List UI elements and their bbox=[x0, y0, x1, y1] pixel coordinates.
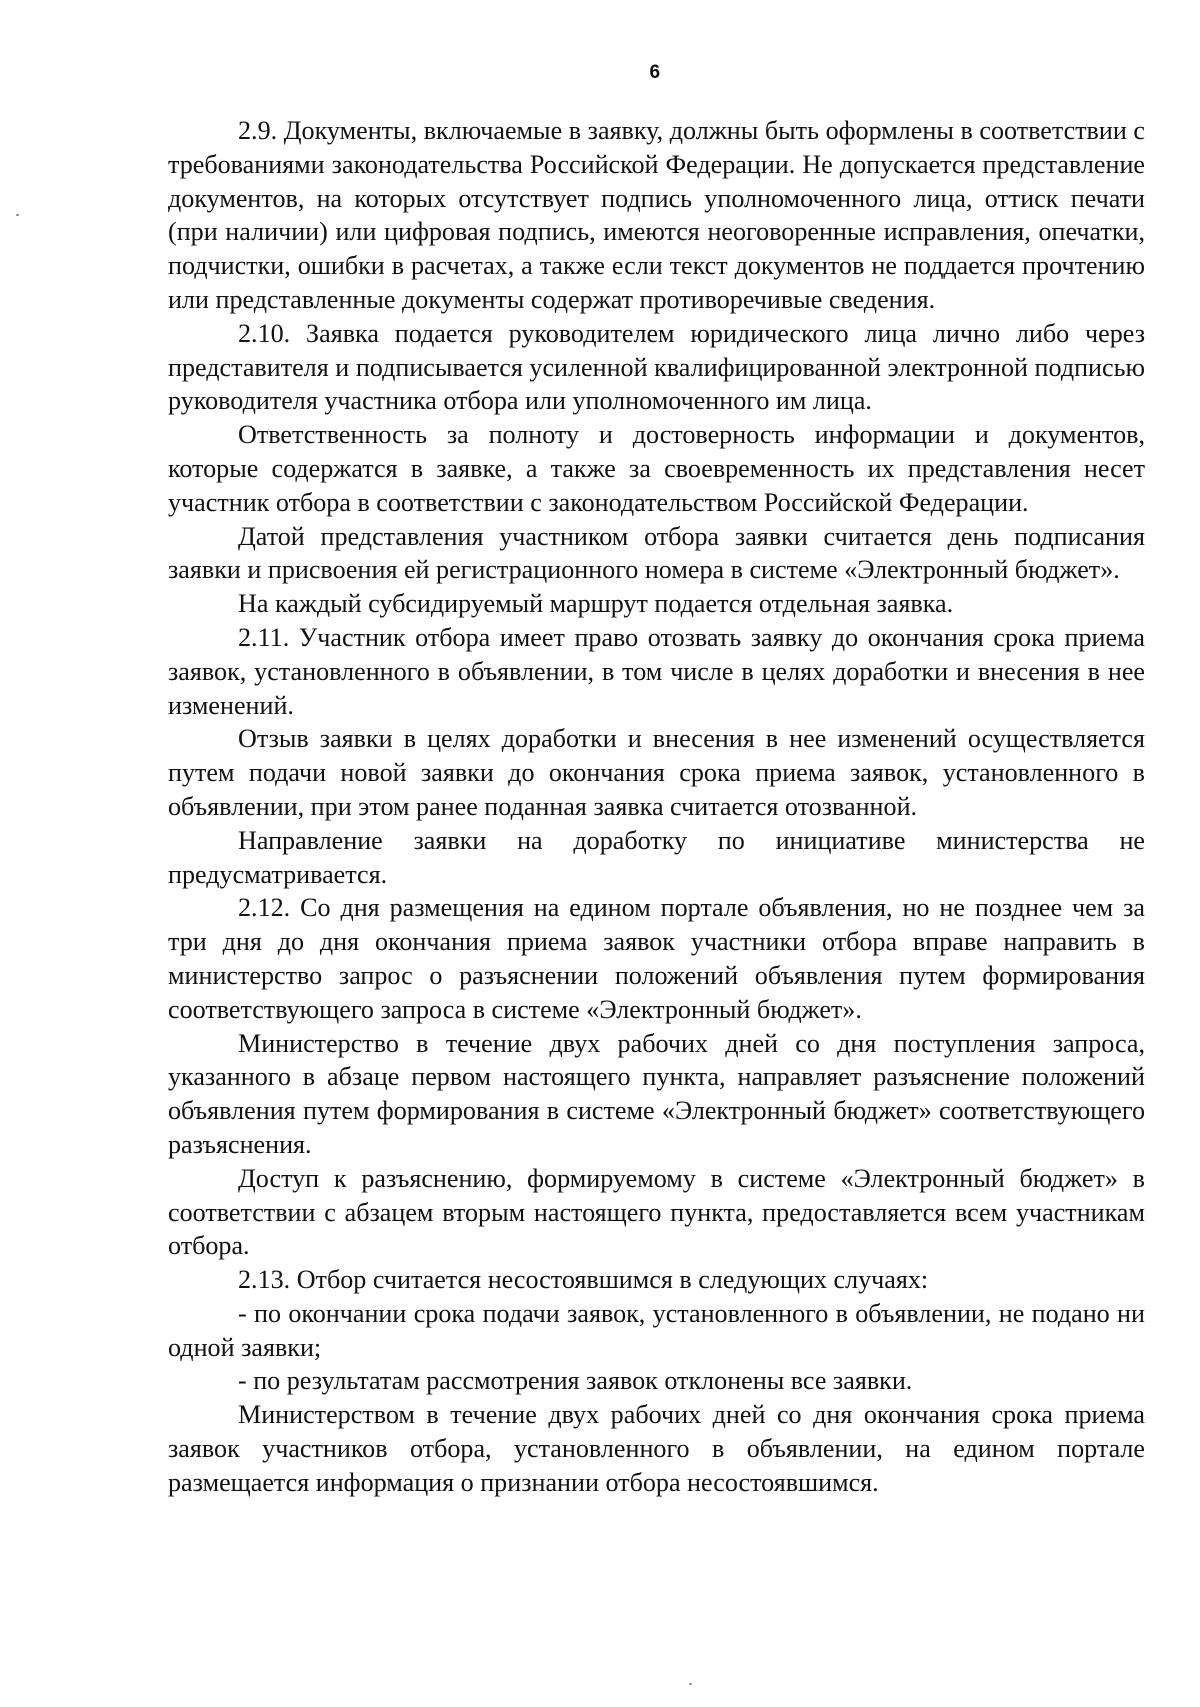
paragraph-submission-date: Датой представления участником отбора заявки считается день подписания заявки и присвоения ей регистрационного номера в системе «Электронный бюджет». bbox=[168, 521, 1145, 585]
page-number: 6 bbox=[649, 62, 661, 83]
paragraph-one-per-route: На каждый субсидируемый маршрут подается отдельная заявка. bbox=[238, 589, 954, 619]
list-item-no-applications: - по окончании срока подачи заявок, установленного в объявлении, не подано ни одной заявки; bbox=[168, 1298, 1145, 1362]
paragraph-withdrawal: Отзыв заявки в целях доработки и внесения в нее изменений осуществляется путем подачи новой заявки до окончания срока приема заявок, установленного в объявлении, при этом ранее поданная заявка считается отозванной. bbox=[168, 724, 1145, 821]
paragraph-access-to-reply: Доступ к разъяснению, формируемому в системе «Электронный бюджет» в соответствии с абзацем вторым настоящего пункта, предоставляется всем участникам отбора. bbox=[168, 1163, 1145, 1261]
paragraph-2-11: 2.11. Участник отбора имеет право отозвать заявку до окончания срока приема заявок, установленного в объявлении, в том числе в целях доработки и внесения в нее изменений. bbox=[168, 622, 1145, 720]
document-body bbox=[168, 114, 1145, 1500]
scan-speck bbox=[16, 214, 19, 216]
paragraph-2-9: 2.9. Документы, включаемые в заявку, должны быть оформлены в соответствии с требованиями законодательства Российской Федерации. Не допускается представление документов, на которых отсутствует подпись уполномоченного лица, оттиск печати (при наличии) или цифровая подпись, имеются неоговоренные исправления, опечатки, подчистки, ошибки в расчетах, а также если текст документов не поддается прочтению или представленные документы содержат противоречивые сведения. bbox=[168, 116, 1145, 314]
paragraph-no-rework: Направление заявки на доработку по инициативе министерства не предусматривается. bbox=[168, 825, 1145, 889]
paragraph-2-12: 2.12. Со дня размещения на едином портале объявления, но не позднее чем за три дня до дня окончания приема заявок участники отбора вправе направить в министерство запрос о разъяснении положений объявления путем формирования соответствующего запроса в системе «Электронный бюджет». bbox=[168, 893, 1145, 1024]
scan-speck bbox=[689, 1683, 692, 1685]
paragraph-2-13: 2.13. Отбор считается несостоявшимся в следующих случаях: bbox=[238, 1265, 929, 1295]
paragraph-2-10: 2.10. Заявка подается руководителем юридического лица лично либо через представителя и подписывается усиленной квалифицированной электронной подписью руководителя участника отбора или уполномоченного им лица. bbox=[168, 318, 1145, 416]
paragraph-responsibility: Ответственность за полноту и достоверность информации и документов, которые содержатся в заявке, а также за своевременность их представления несет участник отбора в соответствии с законодательством Российской Федерации. bbox=[168, 420, 1145, 517]
list-item-all-rejected: - по результатам рассмотрения заявок отклонены все заявки. bbox=[238, 1366, 913, 1396]
paragraph-failed-selection-notice: Министерством в течение двух рабочих дней со дня окончания срока приема заявок участников отбора, установленного в объявлении, на едином портале размещается информация о признании отбора несостоявшимся. bbox=[168, 1400, 1145, 1497]
paragraph-ministry-reply: Министерство в течение двух рабочих дней со дня поступления запроса, указанного в абзаце первом настоящего пункта, направляет разъяснение положений объявления путем формирования в системе «Электронный бюджет» соответствующего разъяснения. bbox=[168, 1028, 1145, 1159]
